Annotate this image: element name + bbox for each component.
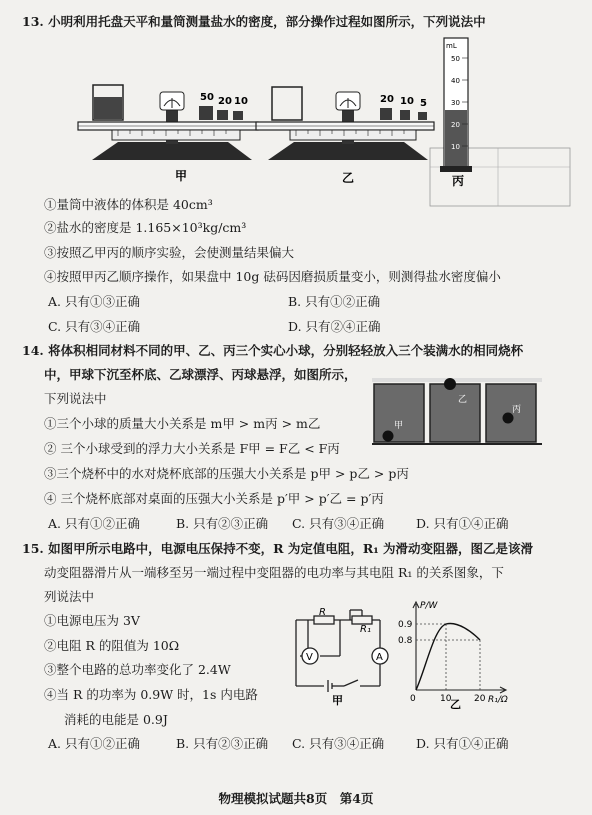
cyl-tick-50: 50 <box>451 55 460 63</box>
cylinder-unit: mL <box>446 42 457 50</box>
ball-bing-label: 丙 <box>512 405 522 415</box>
graph-xtick-0: 0 <box>410 694 416 704</box>
graph-label: 乙 <box>450 698 461 710</box>
graph-y-label: P/W <box>420 601 438 611</box>
circuit-label: 甲 <box>332 694 343 706</box>
resistor-r-label: R <box>319 607 326 618</box>
q14-statement-3: ③三个烧杯中的水对烧杯底部的压强大小关系是 p甲 > p乙 > p丙 <box>44 466 409 481</box>
q13-statement-4: ④按照甲丙乙顺序操作，如果盘中 10g 砝码因磨损质量变小，则测得盐水密度偏小 <box>44 269 501 284</box>
ball-yi-label: 乙 <box>458 395 468 405</box>
q14-statement-2: ② 三个小球受到的浮力大小关系是 F甲 = F乙 < F丙 <box>44 441 340 456</box>
q14-statement-1: ①三个小球的质量大小关系是 m甲 > m丙 > m乙 <box>44 416 321 431</box>
q14-option-c[interactable]: C. 只有③④正确 <box>292 516 385 531</box>
cylinder-bing <box>430 38 570 206</box>
q13-option-c[interactable]: C. 只有③④正确 <box>48 319 141 334</box>
q14-option-d[interactable]: D. 只有①④正确 <box>416 516 509 531</box>
graph-ytick-08: 0.8 <box>398 636 413 646</box>
weight-20-label-yi: 20 <box>380 94 394 105</box>
q15-option-c[interactable]: C. 只有③④正确 <box>292 736 385 751</box>
q13-stem: 13. 小明利用托盘天平和量筒测量盐水的密度，部分操作过程如图所示，下列说法中 <box>22 14 486 29</box>
q13-statement-3: ③按照乙甲丙的顺序实验，会使测量结果偏大 <box>44 245 295 260</box>
ball-jia <box>383 431 394 442</box>
q14-option-a[interactable]: A. 只有①②正确 <box>48 516 140 531</box>
q15-statement-2: ②电阻 R 的阻值为 10Ω <box>44 638 180 653</box>
q15-option-d[interactable]: D. 只有①④正确 <box>416 736 509 751</box>
q15-stem-2: 动变阻器滑片从一端移至另一端过程中变阻器的电功率与其电阻 R₁ 的关系图象，下 <box>44 565 504 580</box>
resistor-r1-label: R₁ <box>360 624 371 635</box>
cyl-tick-30: 30 <box>451 99 460 107</box>
ammeter-label: A <box>376 652 383 663</box>
weight-10-label-yi: 10 <box>400 96 414 107</box>
q15-statement-4a: ④当 R 的功率为 0.9W 时，1s 内电路 <box>44 687 258 702</box>
q13-statement-2: ②盐水的密度是 1.165×10³kg/cm³ <box>44 220 247 235</box>
fig-jia-label: 甲 <box>175 169 188 183</box>
q14-stem-2: 中，甲球下沉至杯底、乙球漂浮、丙球悬浮，如图所示， <box>44 367 357 382</box>
q14-statement-4: ④ 三个烧杯底部对桌面的压强大小关系是 p′甲 > p′乙 = p′丙 <box>44 491 384 506</box>
page-footer: 物理模拟试题共8页 第4页 <box>218 791 374 806</box>
fig-bing-label: 丙 <box>452 174 465 188</box>
q13-option-d[interactable]: D. 只有②④正确 <box>288 319 381 334</box>
q14-stem-1: 14. 将体积相同材料不同的甲、乙、丙三个实心小球，分别轻轻放入三个装满水的相同烧杯 <box>22 343 524 358</box>
q14-stem-3: 下列说法中 <box>44 391 107 406</box>
q14-beakers-figure <box>372 378 542 446</box>
weight-10-label: 10 <box>234 96 248 107</box>
q15-option-b[interactable]: B. 只有②③正确 <box>176 736 269 751</box>
cyl-tick-40: 40 <box>451 77 460 85</box>
q13-statement-1: ①量筒中液体的体积是 40cm³ <box>44 197 213 212</box>
graph-xtick-10: 10 <box>440 694 452 704</box>
weight-50-label: 50 <box>200 92 214 103</box>
q13-option-b[interactable]: B. 只有①②正确 <box>288 294 381 309</box>
q15-circuit-figure <box>284 606 394 706</box>
graph-x-label: R₁/Ω <box>488 695 508 705</box>
graph-xtick-20: 20 <box>474 694 486 704</box>
q15-power-graph <box>396 598 514 710</box>
cyl-tick-10: 10 <box>451 143 460 151</box>
graph-ytick-09: 0.9 <box>398 620 413 630</box>
q14-option-b[interactable]: B. 只有②③正确 <box>176 516 269 531</box>
voltmeter-label: V <box>306 652 313 663</box>
q15-statement-3: ③整个电路的总功率变化了 2.4W <box>44 662 231 677</box>
q15-stem-3: 列说法中 <box>44 589 95 604</box>
fig-yi-label: 乙 <box>342 171 355 185</box>
weight-20-label: 20 <box>218 96 232 107</box>
q13-option-a[interactable]: A. 只有①③正确 <box>48 294 140 309</box>
q15-stem-1: 15. 如图甲所示电路中，电源电压保持不变，R 为定值电阻，R₁ 为滑动变阻器，图乙是该滑 <box>22 541 534 556</box>
q15-statement-4b: 消耗的电能是 0.9J <box>64 712 168 727</box>
balance-yi <box>256 87 434 160</box>
power-curve <box>416 623 480 690</box>
balance-jia <box>78 85 258 160</box>
ball-yi <box>444 378 456 390</box>
cyl-tick-20: 20 <box>451 121 460 129</box>
weight-5-label-yi: 5 <box>420 98 427 109</box>
q15-option-a[interactable]: A. 只有①②正确 <box>48 736 140 751</box>
ball-jia-label: 甲 <box>394 421 404 431</box>
q15-statement-1: ①电源电压为 3V <box>44 613 140 628</box>
